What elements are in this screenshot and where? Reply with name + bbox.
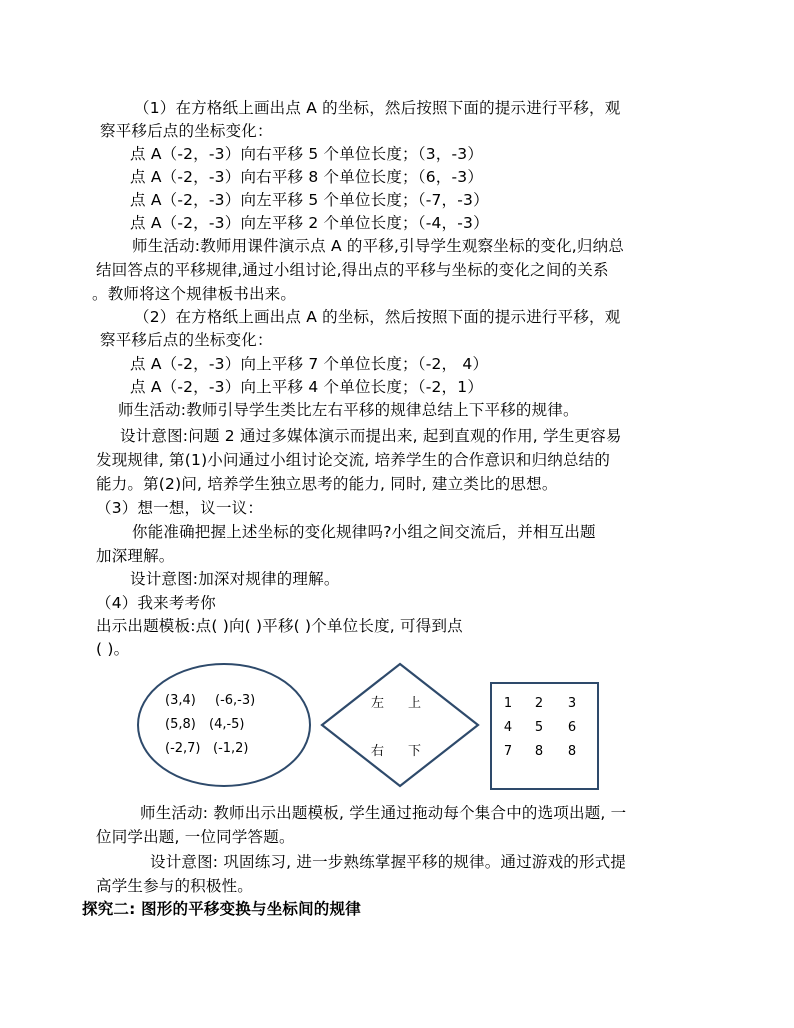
unit-option[interactable]: 7 [503, 744, 513, 759]
direction-right-option[interactable]: 右 [371, 744, 385, 759]
direction-up-option[interactable]: 上 [408, 696, 422, 711]
design2-line2: 高学生参与的积极性。 [96, 877, 254, 895]
ellipse-option[interactable]: (-2,7) [165, 741, 201, 756]
direction-set-diamond [322, 664, 478, 786]
paragraph1-intro-line2: 察平移后点的坐标变化： [100, 122, 273, 140]
section3-design: 设计意图:加深对规律的理解。 [130, 570, 340, 588]
design1-line1: 设计意图:问题 2 通过多媒体演示而提出来, 起到直观的作用, 学生更容易 [120, 427, 622, 445]
design1-line3: 能力。第(2)问, 培养学生独立思考的能力, 同时, 建立类比的思想。 [96, 475, 558, 493]
paragraph1-item: 点 A（-2，-3）向右平移 5 个单位长度；（3，-3） [130, 145, 484, 163]
activity1-line3: 。教师将这个规律板书出来。 [92, 285, 297, 303]
unit-option[interactable]: 1 [503, 696, 513, 711]
ellipse-option[interactable]: (4,-5) [209, 717, 245, 732]
unit-option[interactable]: 6 [567, 720, 577, 735]
paragraph1-item: 点 A（-2，-3）向左平移 5 个单位长度；（-7，-3） [130, 191, 489, 209]
ellipse-option[interactable]: (3,4) [165, 693, 196, 708]
section4-template-line2: ( )。 [96, 640, 130, 658]
design2-line1: 设计意图: 巩固练习, 进一步熟练掌握平移的规律。通过游戏的形式提 [150, 853, 627, 871]
design1-line2: 发现规律, 第(1)小问通过小组讨论交流, 培养学生的合作意识和归纳总结的 [96, 451, 611, 469]
activity1-line1: 师生活动:教师用课件演示点 A 的平移,引导学生观察坐标的变化,归纳总 [132, 237, 625, 255]
ellipse-option[interactable]: (-6,-3) [215, 693, 256, 708]
section3-line1: 你能准确把握上述坐标的变化规律吗?小组之间交流后，并相互出题 [132, 523, 596, 541]
section4-template-line1: 出示出题模板:点( )向( )平移( )个单位长度, 可得到点 [96, 617, 463, 635]
section3-heading: （3）想一想，议一议： [96, 499, 264, 517]
paragraph1-item: 点 A（-2，-3）向右平移 8 个单位长度；（6，-3） [130, 168, 484, 186]
activity3-line2: 位同学出题, 一位同学答题。 [96, 828, 295, 846]
unit-option[interactable]: 8 [567, 744, 577, 759]
unit-option[interactable]: 5 [534, 720, 544, 735]
paragraph1-item: 点 A（-2，-3）向左平移 2 个单位长度；（-4，-3） [130, 214, 489, 232]
explore2-heading: 探究二: 图形的平移变换与坐标间的规律 [82, 900, 361, 918]
paragraph2-intro-line1: （2）在方格纸上画出点 A 的坐标，然后按照下面的提示进行平移，观 [134, 308, 621, 326]
section4-heading: （4）我来考考你 [96, 594, 216, 612]
activity3-line1: 师生活动: 教师出示出题模板, 学生通过拖动每个集合中的选项出题, 一 [140, 804, 627, 822]
unit-option[interactable]: 2 [534, 696, 544, 711]
activity1-line2: 结回答点的平移规律,通过小组讨论,得出点的平移与坐标的变化之间的关系 [96, 261, 609, 279]
paragraph2-item: 点 A（-2，-3）向上平移 4 个单位长度；（-2，1） [130, 378, 484, 396]
section3-line2: 加深理解。 [96, 547, 175, 565]
unit-option[interactable]: 3 [567, 696, 577, 711]
paragraph2-item: 点 A（-2，-3）向上平移 7 个单位长度；（-2， 4） [130, 355, 489, 373]
paragraph1-intro-line1: （1）在方格纸上画出点 A 的坐标，然后按照下面的提示进行平移，观 [134, 99, 621, 117]
paragraph2-intro-line2: 察平移后点的坐标变化： [100, 331, 273, 349]
activity2-line: 师生活动:教师引导学生类比左右平移的规律总结上下平移的规律。 [118, 401, 579, 419]
unit-option[interactable]: 4 [503, 720, 513, 735]
unit-option[interactable]: 8 [534, 744, 544, 759]
direction-left-option[interactable]: 左 [371, 696, 385, 711]
direction-down-option[interactable]: 下 [408, 744, 422, 759]
ellipse-option[interactable]: (-1,2) [213, 741, 249, 756]
ellipse-option[interactable]: (5,8) [165, 717, 196, 732]
